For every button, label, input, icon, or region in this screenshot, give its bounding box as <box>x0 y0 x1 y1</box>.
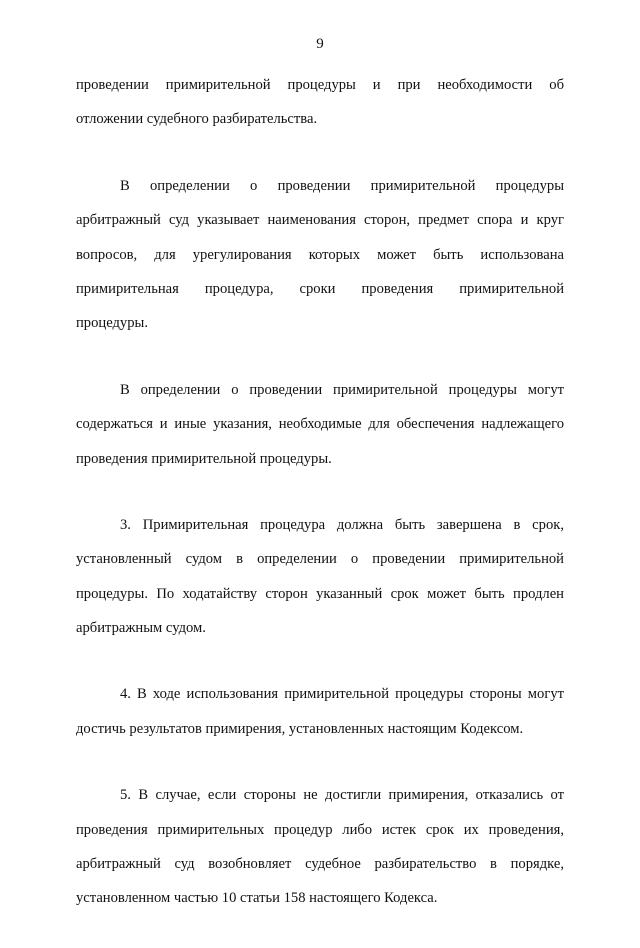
document-body <box>76 68 564 948</box>
paragraph-continuation <box>76 68 564 137</box>
text-line: содержаться и иные указания, необходимые для обеспечения надлежащего <box>76 416 564 433</box>
text-line: арбитражный суд указывает наименования сторон, предмет спора и круг <box>76 212 564 229</box>
paragraph-item-4 <box>76 677 564 746</box>
text-line: проведения примирительной процедуры. <box>76 450 332 467</box>
text-line: 5. В случае, если стороны не достигли примирения, отказались от <box>120 787 564 804</box>
text-line: процедуры. <box>76 315 148 332</box>
paragraph-item-3 <box>76 508 564 646</box>
text-line: 4. В ходе использования примирительной процедуры стороны могут <box>120 686 564 703</box>
text-line: достичь результатов примирения, установленных настоящим Кодексом. <box>76 720 524 737</box>
text-line: 3. Примирительная процедура должна быть завершена в срок, <box>120 516 564 533</box>
text-line: отложении судебного разбирательства. <box>76 111 318 128</box>
text-line: арбитражным судом. <box>76 620 206 637</box>
text-line: В определении о проведении примирительной процедуры могут <box>120 381 564 398</box>
text-line: примирительная процедура, сроки проведения примирительной <box>76 280 564 297</box>
text-line: В определении о проведении примирительной процедуры <box>120 177 564 194</box>
page-number: 9 <box>316 36 324 52</box>
text-line: установленном частью 10 статьи 158 настоящего Кодекса. <box>76 890 438 907</box>
text-line: проведения примирительных процедур либо истек срок их проведения, <box>76 821 564 838</box>
text-line: процедуры. По ходатайству сторон указанный срок может быть продлен <box>76 585 564 602</box>
text-line: арбитражный суд возобновляет судебное разбирательство в порядке, <box>76 856 564 873</box>
text-line: вопросов, для урегулирования которых может быть использована <box>76 246 564 263</box>
paragraph-determination-contents <box>76 169 564 341</box>
paragraph-other-instructions <box>76 373 564 476</box>
text-line: проведении примирительной процедуры и при необходимости об <box>76 77 564 93</box>
paragraph-item-5 <box>76 778 564 916</box>
text-line: установленный судом в определении о проведении примирительной <box>76 551 564 568</box>
